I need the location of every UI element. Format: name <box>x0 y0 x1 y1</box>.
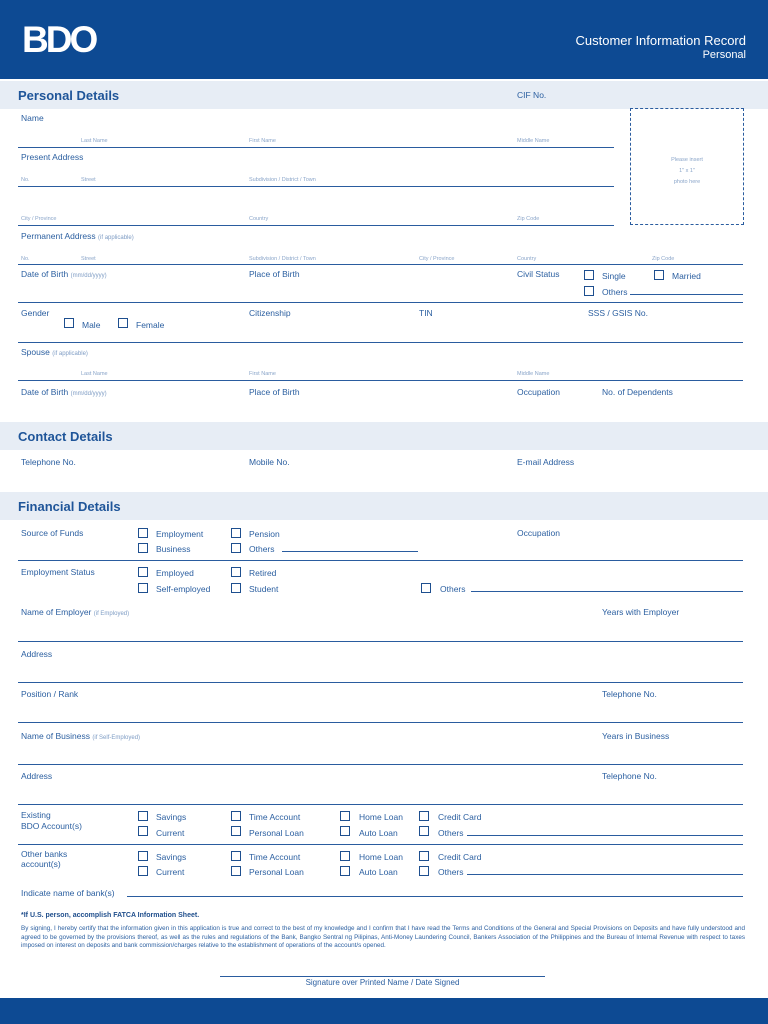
civil-others-label: Others <box>602 287 628 297</box>
bdo-savings-checkbox[interactable] <box>138 811 148 821</box>
bdo-others-checkbox[interactable] <box>419 826 429 836</box>
name-label: Name <box>21 113 44 123</box>
self-employed-checkbox[interactable] <box>138 583 148 593</box>
business-label: Business <box>156 544 191 554</box>
first-name-sublabel: First Name <box>249 138 276 144</box>
employer-field[interactable] <box>18 641 743 642</box>
other-others-field[interactable] <box>467 874 743 875</box>
bdo-current-checkbox[interactable] <box>138 826 148 836</box>
other-current-label: Current <box>156 867 185 877</box>
dob-label: Date of Birth (mm/dd/yyyy) <box>21 269 107 279</box>
position-field[interactable] <box>18 722 743 723</box>
photo-box <box>630 108 744 225</box>
perm-zip-sublabel: Zip Code <box>652 256 675 262</box>
employed-checkbox[interactable] <box>138 567 148 577</box>
country-sublabel: Country <box>249 216 269 222</box>
business-address-field[interactable] <box>18 804 743 805</box>
dob-row-line <box>18 302 743 303</box>
pension-checkbox[interactable] <box>231 528 241 538</box>
email-label: E-mail Address <box>517 457 575 467</box>
spouse-last-name-sublabel: Last Name <box>81 371 108 377</box>
bdo-logo: BDO <box>22 19 96 60</box>
spouse-first-name-sublabel: First Name <box>249 371 276 377</box>
female-label: Female <box>136 320 165 330</box>
place-of-birth-label: Place of Birth <box>249 269 300 279</box>
permanent-address-field[interactable] <box>18 264 743 265</box>
spouse-label: Spouse (if applicable) <box>21 347 88 357</box>
funds-row-line <box>18 560 743 561</box>
employer-address-label: Address <box>21 649 53 659</box>
present-address-label: Present Address <box>21 152 84 162</box>
source-of-funds-label: Source of Funds <box>21 528 84 538</box>
single-label: Single <box>602 271 626 281</box>
female-checkbox[interactable] <box>118 318 128 328</box>
bdo-personal-loan-label: Personal Loan <box>249 828 304 838</box>
student-label: Student <box>249 584 279 594</box>
existing-row-line <box>18 844 743 845</box>
funds-others-field[interactable] <box>282 551 418 552</box>
status-others-field[interactable] <box>471 591 743 592</box>
student-checkbox[interactable] <box>231 583 241 593</box>
zip-code-sublabel: Zip Code <box>517 216 540 222</box>
position-rank-label: Position / Rank <box>21 689 79 699</box>
perm-city-sublabel: City / Province <box>419 256 455 262</box>
other-auto-loan-label: Auto Loan <box>359 867 398 877</box>
other-banks-label-line2: account(s) <box>21 859 61 869</box>
spouse-occupation-label: Occupation <box>517 387 560 397</box>
bdo-savings-label: Savings <box>156 812 187 822</box>
mobile-label: Mobile No. <box>249 457 290 467</box>
bdo-current-label: Current <box>156 828 185 838</box>
male-checkbox[interactable] <box>64 318 74 328</box>
other-savings-label: Savings <box>156 852 187 862</box>
signature-field[interactable] <box>220 976 545 977</box>
employed-label: Employed <box>156 568 194 578</box>
header-bar <box>0 0 768 79</box>
funds-others-checkbox[interactable] <box>231 543 241 553</box>
other-others-checkbox[interactable] <box>419 866 429 876</box>
indicate-bank-field[interactable] <box>127 896 743 897</box>
status-others-checkbox[interactable] <box>421 583 431 593</box>
name-field[interactable] <box>18 147 614 148</box>
married-checkbox[interactable] <box>654 270 664 280</box>
bdo-home-loan-label: Home Loan <box>359 812 403 822</box>
business-address-label: Address <box>21 771 53 781</box>
telephone-label: Telephone No. <box>21 457 76 467</box>
self-employed-label: Self-employed <box>156 584 211 594</box>
last-name-sublabel: Last Name <box>81 138 108 144</box>
business-checkbox[interactable] <box>138 543 148 553</box>
other-banks-label-line1: Other banks <box>21 849 68 859</box>
married-label: Married <box>672 271 701 281</box>
personal-details-band <box>0 81 768 109</box>
other-home-loan-checkbox[interactable] <box>340 851 350 861</box>
status-others-label: Others <box>440 584 466 594</box>
spouse-middle-name-sublabel: Middle Name <box>517 371 550 377</box>
tin-label: TIN <box>419 308 433 318</box>
employment-label: Employment <box>156 529 204 539</box>
signature-label: Signature over Printed Name / Date Signed <box>305 978 460 987</box>
business-name-field[interactable] <box>18 764 743 765</box>
gender-label: Gender <box>21 308 50 318</box>
spouse-dob-label: Date of Birth (mm/dd/yyyy) <box>21 387 107 397</box>
business-name-label: Name of Business (if Self-Employed) <box>21 731 141 741</box>
financial-details-band <box>0 492 768 520</box>
retired-label: Retired <box>249 568 277 578</box>
bdo-others-label: Others <box>438 828 464 838</box>
perm-no-sublabel: No. <box>21 256 30 262</box>
street-sublabel: Street <box>81 177 96 183</box>
retired-checkbox[interactable] <box>231 567 241 577</box>
spouse-name-field[interactable] <box>18 380 743 381</box>
other-home-loan-label: Home Loan <box>359 852 403 862</box>
middle-name-sublabel: Middle Name <box>517 138 550 144</box>
citizenship-label: Citizenship <box>249 308 291 318</box>
employment-status-label: Employment Status <box>21 567 95 577</box>
business-telephone-label: Telephone No. <box>602 771 657 781</box>
photo-instructions: Please insert 1" x 1" photo here <box>671 157 703 185</box>
bdo-others-field[interactable] <box>467 835 743 836</box>
other-personal-loan-checkbox[interactable] <box>231 866 241 876</box>
fin-occupation-label: Occupation <box>517 528 560 538</box>
footer-bar <box>0 998 768 1024</box>
financial-details-title: Financial Details <box>18 499 121 514</box>
bdo-home-loan-checkbox[interactable] <box>340 811 350 821</box>
sss-label: SSS / GSIS No. <box>588 308 648 318</box>
civil-others-field[interactable] <box>630 294 743 295</box>
employment-checkbox[interactable] <box>138 528 148 538</box>
spouse-place-of-birth-label: Place of Birth <box>249 387 300 397</box>
city-province-sublabel: City / Province <box>21 216 57 222</box>
dependents-label: No. of Dependents <box>602 387 673 397</box>
permanent-address-label: Permanent Address (if applicable) <box>21 231 134 241</box>
perm-street-sublabel: Street <box>81 256 96 262</box>
existing-label-line1: Existing <box>21 810 51 820</box>
other-auto-loan-checkbox[interactable] <box>340 866 350 876</box>
years-in-business-label: Years in Business <box>602 731 670 741</box>
personal-details-title: Personal Details <box>18 88 120 103</box>
perm-country-sublabel: Country <box>517 256 537 262</box>
certification-text: By signing, I hereby certify that the information given in this application is true and correct to the best of my knowledge and I confirm that I have read the Terms and Conditions of the General and Special Provisions on Deposits and have fully understood and agreed to be governed by the provisions thereof, as well as the rules and regulations of the Bank, Bangko Sentral ng Pilipinas, Anti-Money Laundering Council, Bankers Association of the Philippines and the Bureau of Internal Revenue with respect to taxes imposed on interest on deposits and bank commission/charges relative to the establishment of operations of the account/s opened. <box>21 925 745 950</box>
bdo-auto-loan-label: Auto Loan <box>359 828 398 838</box>
contact-details-band <box>0 422 768 450</box>
bdo-credit-card-label: Credit Card <box>438 812 482 822</box>
document-title: Customer Information Record <box>575 33 746 48</box>
existing-label-line2: BDO Account(s) <box>21 821 82 831</box>
other-others-label: Others <box>438 867 464 877</box>
fatca-note: *If U.S. person, accomplish FATCA Information Sheet. <box>21 912 200 919</box>
other-credit-card-label: Credit Card <box>438 852 482 862</box>
subdivision-sublabel: Subdivision / District / Town <box>249 177 316 183</box>
perm-subdivision-sublabel: Subdivision / District / Town <box>249 256 316 262</box>
other-current-checkbox[interactable] <box>138 866 148 876</box>
civil-status-label: Civil Status <box>517 269 560 279</box>
single-checkbox[interactable] <box>584 270 594 280</box>
present-address-line2[interactable] <box>18 225 614 226</box>
employer-address-field[interactable] <box>18 682 743 683</box>
employer-label: Name of Employer (if Employed) <box>21 607 130 617</box>
bdo-personal-loan-checkbox[interactable] <box>231 826 241 836</box>
no-sublabel: No. <box>21 177 30 183</box>
bdo-time-account-label: Time Account <box>249 812 301 822</box>
pension-label: Pension <box>249 529 280 539</box>
funds-others-label: Others <box>249 544 275 554</box>
indicate-bank-label: Indicate name of bank(s) <box>21 888 115 898</box>
bdo-auto-loan-checkbox[interactable] <box>340 826 350 836</box>
civil-others-checkbox[interactable] <box>584 286 594 296</box>
other-time-account-label: Time Account <box>249 852 301 862</box>
cif-label: CIF No. <box>517 90 547 100</box>
other-savings-checkbox[interactable] <box>138 851 148 861</box>
male-label: Male <box>82 320 101 330</box>
other-time-account-checkbox[interactable] <box>231 851 241 861</box>
other-credit-card-checkbox[interactable] <box>419 851 429 861</box>
other-personal-loan-label: Personal Loan <box>249 867 304 877</box>
years-with-employer-label: Years with Employer <box>602 607 680 617</box>
gender-row-line <box>18 342 743 343</box>
present-address-line1[interactable] <box>18 186 614 187</box>
bdo-time-account-checkbox[interactable] <box>231 811 241 821</box>
bdo-credit-card-checkbox[interactable] <box>419 811 429 821</box>
contact-details-title: Contact Details <box>18 429 113 444</box>
employer-telephone-label: Telephone No. <box>602 689 657 699</box>
document-subtitle: Personal <box>702 49 746 61</box>
